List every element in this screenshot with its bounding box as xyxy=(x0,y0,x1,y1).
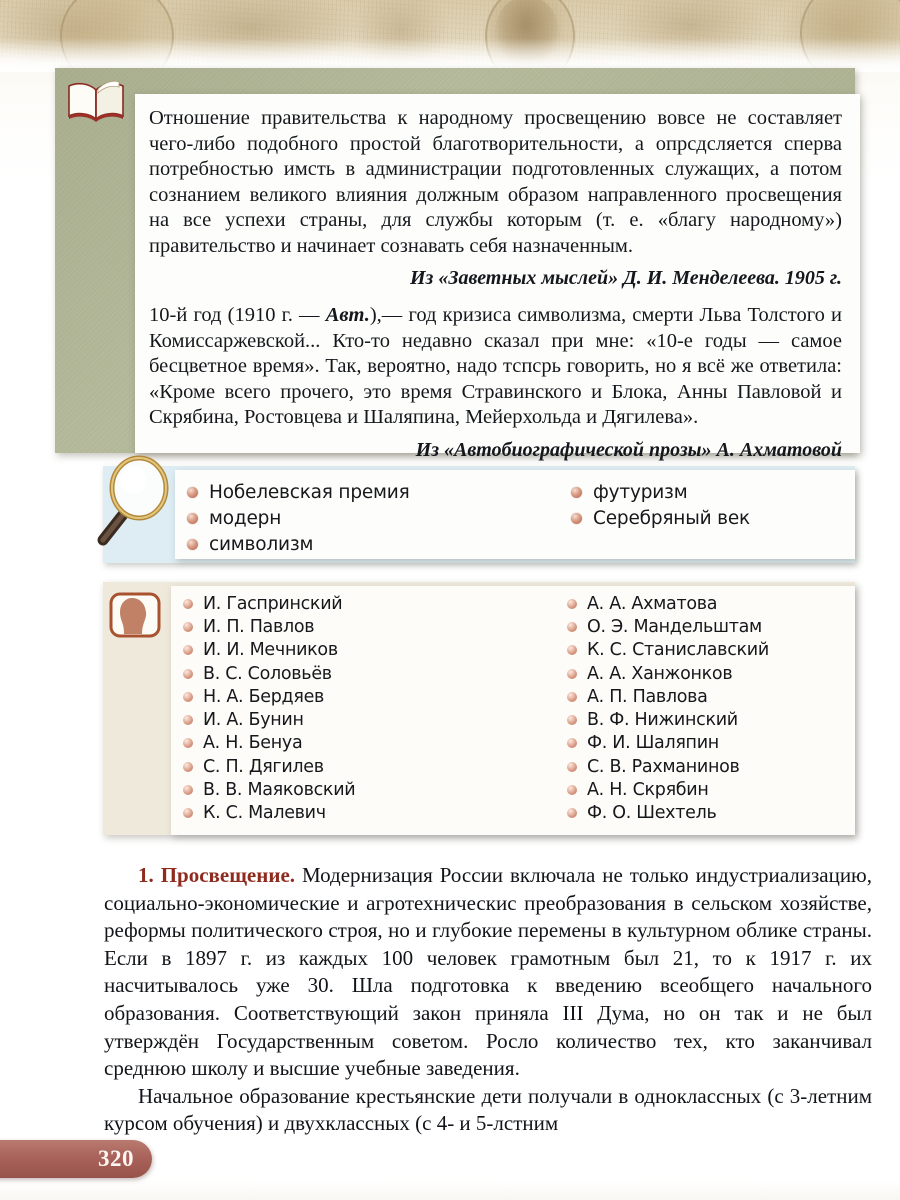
list-item xyxy=(567,662,855,685)
term-label: модерн xyxy=(209,508,282,529)
body-text xyxy=(104,862,872,1138)
bullet-icon xyxy=(567,715,577,725)
list-item xyxy=(567,592,855,615)
name-label: И. И. Мечников xyxy=(203,640,338,661)
term-label: символизм xyxy=(209,534,314,555)
bullet-icon xyxy=(567,785,577,795)
bullet-icon xyxy=(183,645,193,655)
key-terms-block xyxy=(103,466,855,563)
name-label: Ф. О. Шехтель xyxy=(587,803,717,824)
quote-1-source: Из «Заветных мыслей» Д. И. Менделеева. 1905 г. xyxy=(409,267,842,289)
name-label: С. П. Дягилев xyxy=(203,756,324,777)
list-item xyxy=(183,732,553,755)
bullet-icon xyxy=(187,513,198,524)
name-label: А. П. Павлова xyxy=(587,686,708,707)
bullet-icon xyxy=(183,622,193,632)
bullet-icon xyxy=(183,808,193,818)
name-label: В. С. Соловьёв xyxy=(203,663,332,684)
quote-2-text xyxy=(149,303,842,431)
body-paragraph-1 xyxy=(104,862,872,1083)
list-item xyxy=(183,592,553,615)
name-label: О. Э. Мандельштам xyxy=(587,616,762,637)
list-item xyxy=(567,639,855,662)
bullet-icon xyxy=(183,599,193,609)
key-names-block xyxy=(103,582,855,835)
bullet-icon xyxy=(183,738,193,748)
bullet-icon xyxy=(183,785,193,795)
list-item xyxy=(187,506,555,531)
name-label: К. С. Станиславский xyxy=(587,640,769,661)
quote-2-part1: 10-й год (1910 г. — xyxy=(149,304,326,326)
name-label: Ф. И. Шаляпин xyxy=(587,733,719,754)
list-item xyxy=(183,802,553,825)
list-item xyxy=(187,480,555,505)
bullet-icon xyxy=(567,599,577,609)
list-item xyxy=(567,755,855,778)
term-label: Нобелевская премия xyxy=(209,482,410,503)
bullet-icon xyxy=(183,692,193,702)
bullet-icon xyxy=(567,808,577,818)
bullet-icon xyxy=(187,539,198,550)
quote-block xyxy=(55,68,855,461)
page-number: 320 xyxy=(98,1146,134,1171)
body-paragraph-1-text: Модернизация России включала не только индустриализацию, социально-экономические и агротехническис преобразования в сельском хозяйстве, реформы политического строя, но и глубокие перемены в культурном облике страны. Если в 1897 г. из каждых 100 человек грамотным был 21, то к 1917 г. их насчитывалось уже 30. Шла подготовка к введению всеобщего начального образования. Соответствующий закон приняла III Дума, но он так и не был утверждён Государственным советом. Росло количество тех, кто заканчивал среднюю школу и высшие учебные заведения. xyxy=(104,863,872,1081)
list-item xyxy=(183,778,553,801)
name-label: А. А. Ханжонков xyxy=(587,663,733,684)
list-item xyxy=(567,732,855,755)
bullet-icon xyxy=(567,738,577,748)
body-paragraph-2: Начальное образование крестьянские дети получали в одноклассных (с 3-летним курсом обучения) и двухклассных (с 4- и 5-лстним xyxy=(104,1083,872,1136)
bullet-icon xyxy=(187,487,198,498)
list-item xyxy=(571,480,855,505)
term-label: футуризм xyxy=(593,482,688,503)
list-item xyxy=(183,708,553,731)
terms-column-right xyxy=(555,480,855,559)
names-column-right xyxy=(553,592,855,835)
list-item xyxy=(183,755,553,778)
list-item xyxy=(571,506,855,531)
name-label: Н. А. Бердяев xyxy=(203,686,325,707)
name-label: А. Н. Бенуа xyxy=(203,733,303,754)
decorative-header-band xyxy=(0,0,900,72)
name-label: И. Гаспринский xyxy=(203,593,343,614)
section-heading: 1. Просвещение. xyxy=(138,863,296,887)
bullet-icon xyxy=(567,669,577,679)
name-label: А. Н. Скрябин xyxy=(587,780,709,801)
names-text-panel xyxy=(171,586,855,835)
bullet-icon xyxy=(571,513,582,524)
quote-2-source: Из «Автобиографической прозы» А. Ахматовой xyxy=(415,438,842,461)
quote-2-part2: ),— год кризиса символизма, смерти Льва Толстого и Комиссаржевской... Кто-то недавно сказал при мне: «10-е годы — самое бесцветное время». Так, вероятно, надо тспсрь говорить, но я всё же ответила: «Кроме всего прочего, это время Стравинского и Блока, Анны Павловой и Скрябина, Ростовцева и Шаляпина, Мейерхольда и Дягилева». xyxy=(149,304,842,428)
name-label: С. В. Рахманинов xyxy=(587,756,740,777)
quote-2-author-note: Авт. xyxy=(325,304,370,326)
page-number-tab xyxy=(0,1140,152,1178)
bullet-icon xyxy=(567,622,577,632)
name-label: И. А. Бунин xyxy=(203,710,304,731)
bullet-icon xyxy=(183,762,193,772)
terms-column-left xyxy=(175,480,555,559)
list-item xyxy=(187,532,555,557)
bullet-icon xyxy=(567,645,577,655)
header-band-fade xyxy=(0,38,900,72)
quote-text-panel xyxy=(135,94,860,461)
person-silhouette-icon xyxy=(109,592,161,638)
list-item xyxy=(183,615,553,638)
footer-fade xyxy=(0,1180,900,1200)
bullet-icon xyxy=(183,669,193,679)
open-book-icon xyxy=(65,78,127,124)
name-label: И. П. Павлов xyxy=(203,616,315,637)
term-label: Серебряный век xyxy=(593,508,750,529)
magnifier-icon xyxy=(95,454,181,546)
bullet-icon xyxy=(183,715,193,725)
bullet-icon xyxy=(567,762,577,772)
terms-text-panel xyxy=(175,470,855,559)
bullet-icon xyxy=(571,487,582,498)
list-item xyxy=(567,802,855,825)
list-item xyxy=(183,685,553,708)
list-item xyxy=(183,662,553,685)
list-item xyxy=(183,639,553,662)
list-item xyxy=(567,708,855,731)
name-label: А. А. Ахматова xyxy=(587,593,718,614)
names-column-left xyxy=(171,592,553,835)
list-item xyxy=(567,685,855,708)
list-item xyxy=(567,615,855,638)
name-label: В. В. Маяковский xyxy=(203,780,356,801)
quote-1-text: Отношение правительства к народному просвещению вовсе не составляет чего-либо подобного простой благотворительности, а опрсдсляется сперва потребностью имсть в администрации подготовленных служащих, а потом сознанием великого влияния должным образом направленного просвещения на все успехи страны, для службы которым (т. е. «благу народному») правительство и начинает сознавать себя назначенным. xyxy=(149,107,842,257)
name-label: В. Ф. Нижинский xyxy=(587,710,738,731)
name-label: К. С. Малевич xyxy=(203,803,326,824)
bullet-icon xyxy=(567,692,577,702)
list-item xyxy=(567,778,855,801)
